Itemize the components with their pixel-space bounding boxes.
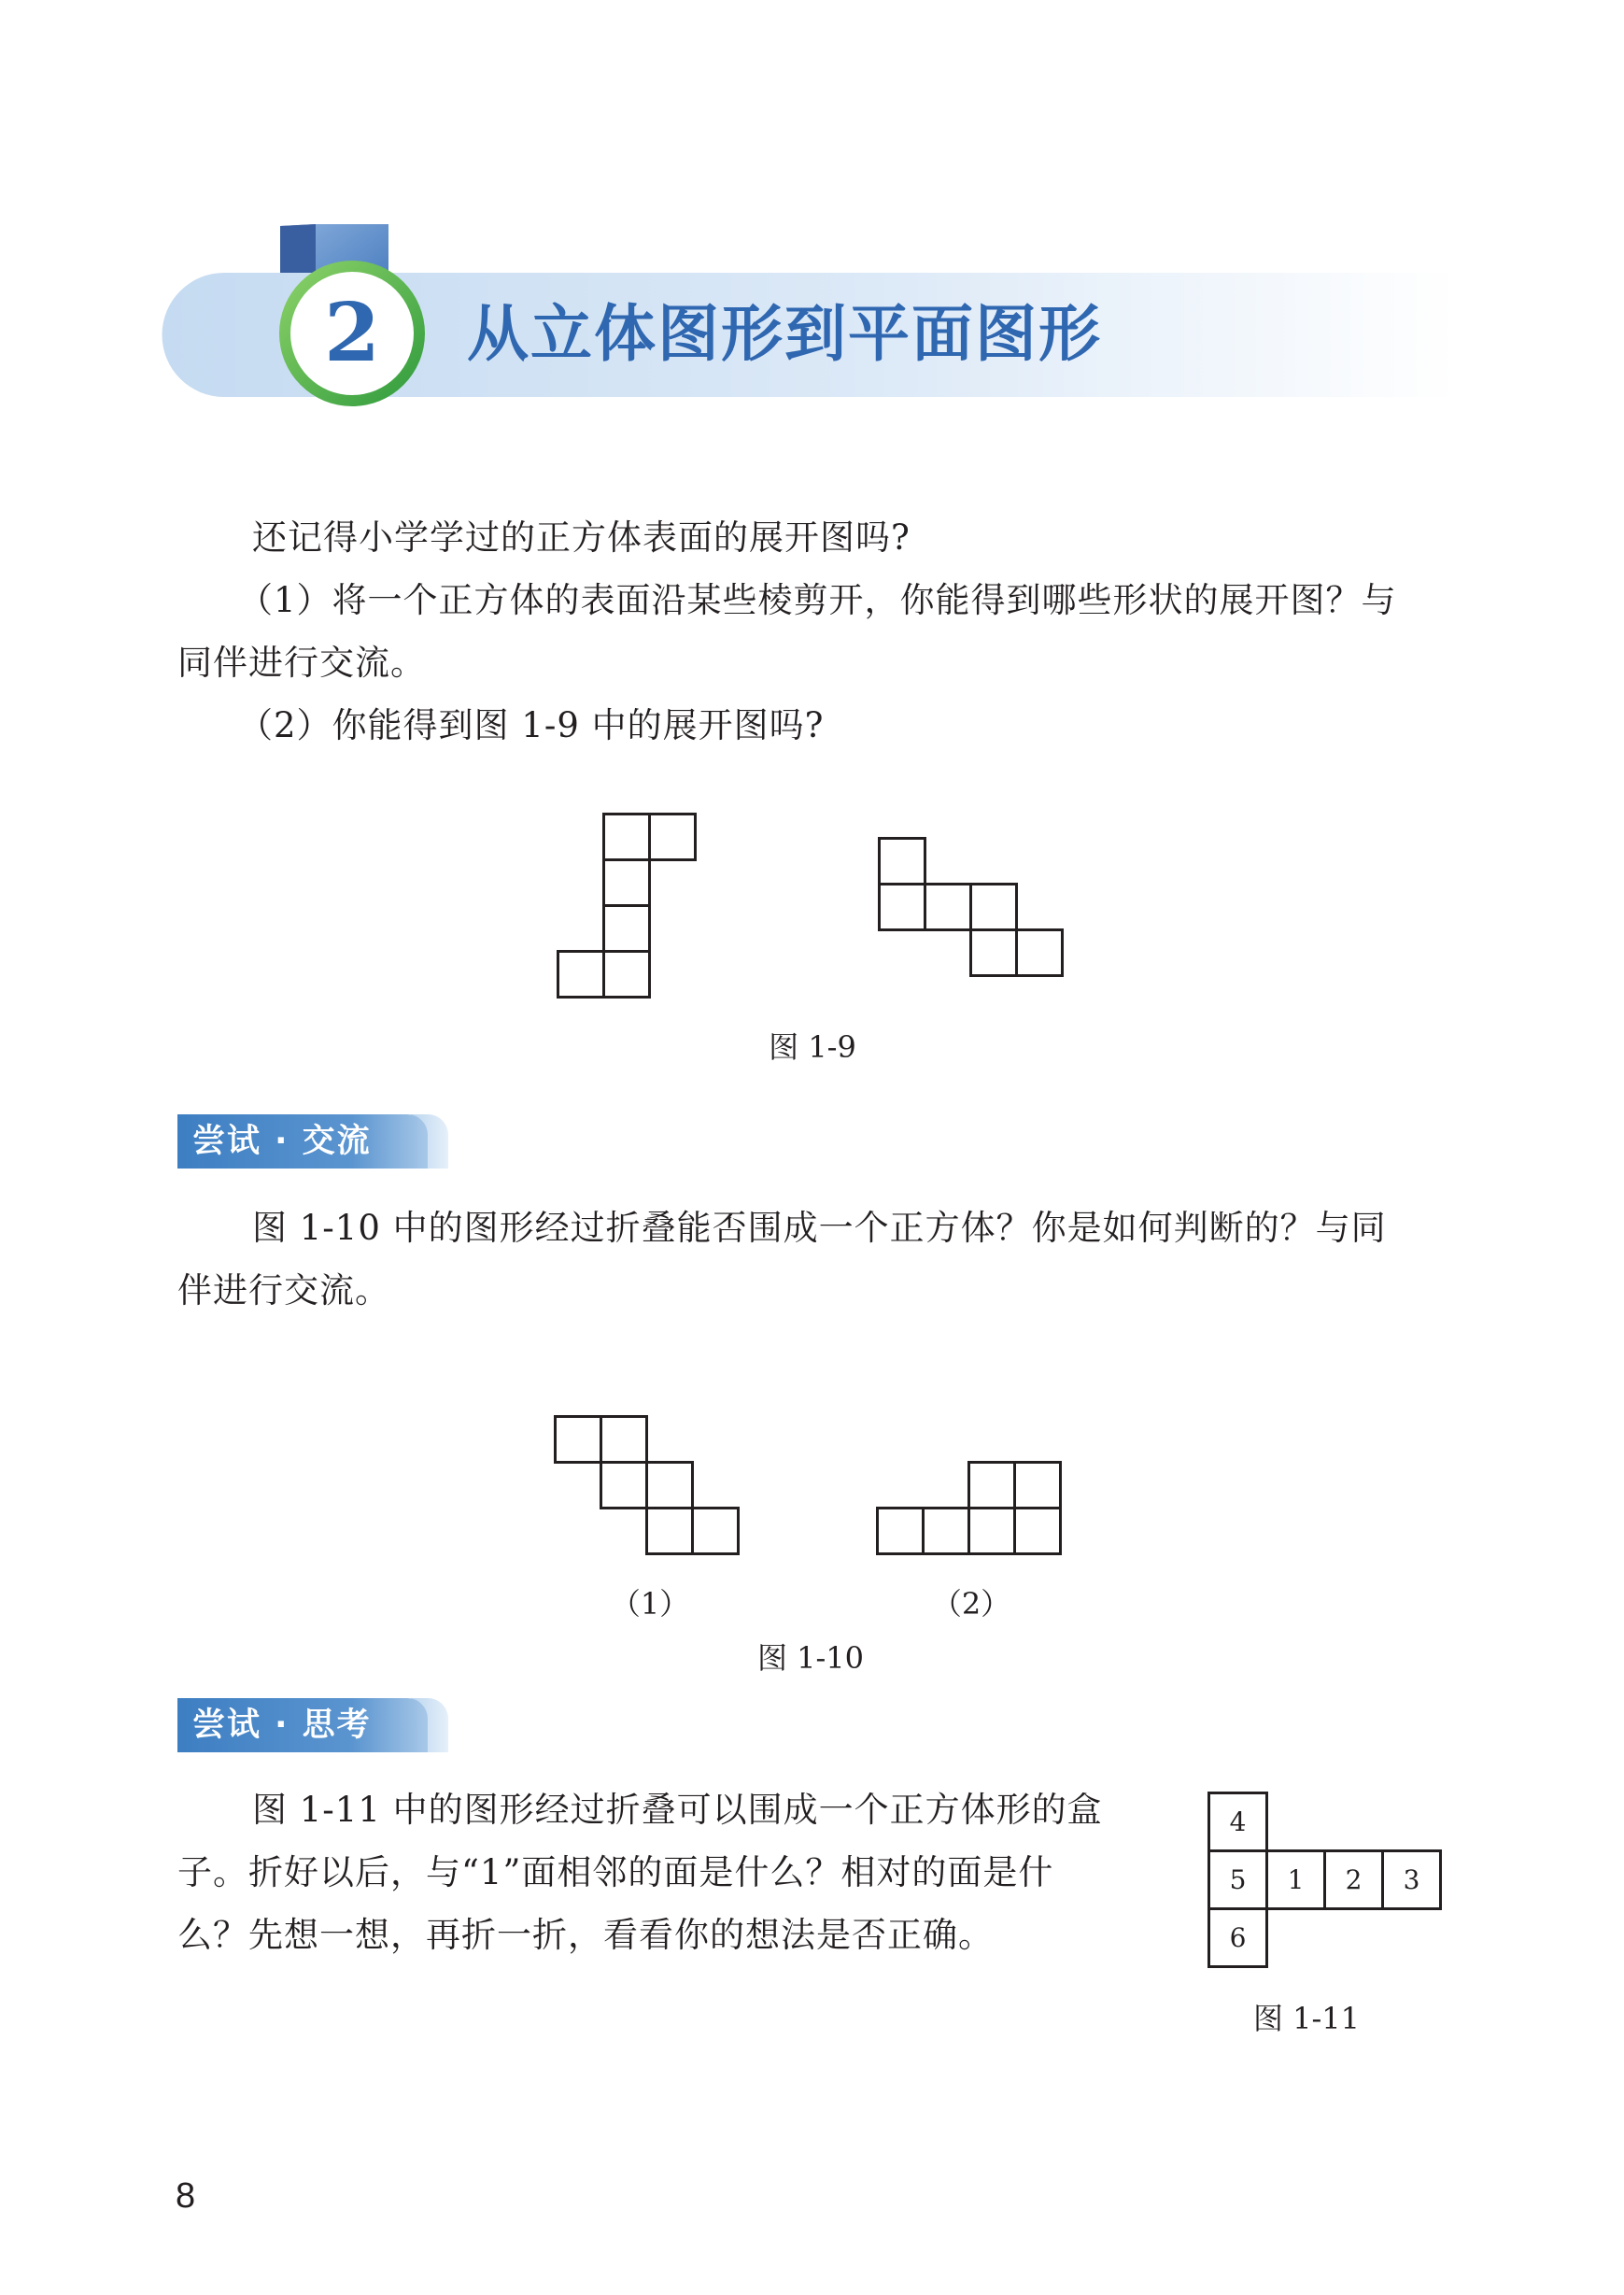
net-square bbox=[969, 928, 1018, 977]
section-number: 2 bbox=[324, 286, 380, 380]
figure-1-11-caption: 图 1-11 bbox=[1252, 2001, 1361, 2036]
net-square bbox=[648, 813, 697, 861]
intro-item-1-line2: 同伴进行交流。 bbox=[177, 643, 426, 683]
exchange-line1: 图 1-10 中的图形经过折叠能否围成一个正方体？你是如何判断的？与同 bbox=[252, 1208, 1387, 1248]
net-square bbox=[557, 950, 605, 999]
net-square bbox=[876, 1507, 925, 1555]
net-square bbox=[924, 883, 972, 931]
net-square bbox=[967, 1507, 1016, 1555]
figure-1-10-sub-1: （1） bbox=[610, 1586, 690, 1622]
face-3: 3 bbox=[1381, 1849, 1442, 1910]
net-square bbox=[600, 1415, 648, 1464]
net-square bbox=[645, 1461, 694, 1509]
net-square bbox=[967, 1461, 1016, 1509]
net-square bbox=[691, 1507, 740, 1555]
net-square bbox=[602, 904, 651, 953]
face-1: 1 bbox=[1265, 1849, 1326, 1910]
net-square bbox=[878, 883, 926, 931]
section-tag-try-think: 尝试 · 思考 bbox=[177, 1698, 428, 1752]
net-square bbox=[600, 1461, 648, 1509]
exchange-line2: 伴进行交流。 bbox=[177, 1270, 390, 1310]
figure-1-10-sub-2: （2） bbox=[931, 1586, 1011, 1622]
net-square bbox=[1015, 928, 1064, 977]
figure-1-9-caption: 图 1-9 bbox=[769, 1029, 856, 1065]
think-line1: 图 1-11 中的图形经过折叠可以围成一个正方体形的盒 bbox=[252, 1790, 1103, 1830]
intro-item-2: （2）你能得到图 1-9 中的展开图吗? bbox=[238, 705, 825, 745]
net-square bbox=[602, 858, 651, 907]
net-square bbox=[1013, 1507, 1062, 1555]
section-tag-try-exchange: 尝试 · 交流 bbox=[177, 1114, 428, 1169]
net-square bbox=[1013, 1461, 1062, 1509]
intro-question: 还记得小学学过的正方体表面的展开图吗? bbox=[252, 517, 911, 558]
face-4: 4 bbox=[1207, 1792, 1268, 1852]
think-line3: 么？先想一想，再折一折，看看你的想法是否正确。 bbox=[177, 1915, 994, 1955]
think-line2: 子。折好以后，与“1”面相邻的面是什么？相对的面是什 bbox=[177, 1852, 1054, 1892]
intro-item-1-line1: （1）将一个正方体的表面沿某些棱剪开，你能得到哪些形状的展开图？与 bbox=[238, 580, 1397, 620]
figure-1-10-caption: 图 1-10 bbox=[756, 1640, 865, 1676]
page-number: 8 bbox=[176, 2176, 196, 2216]
net-square bbox=[602, 950, 651, 999]
net-square bbox=[554, 1415, 602, 1464]
net-square bbox=[645, 1507, 694, 1555]
net-square bbox=[878, 837, 926, 885]
section-title: 从立体图形到平面图形 bbox=[467, 298, 1102, 370]
face-6: 6 bbox=[1207, 1907, 1268, 1968]
face-5: 5 bbox=[1207, 1849, 1268, 1910]
net-square bbox=[602, 813, 651, 861]
net-square bbox=[922, 1507, 970, 1555]
face-2: 2 bbox=[1323, 1849, 1384, 1910]
net-square bbox=[969, 883, 1018, 931]
